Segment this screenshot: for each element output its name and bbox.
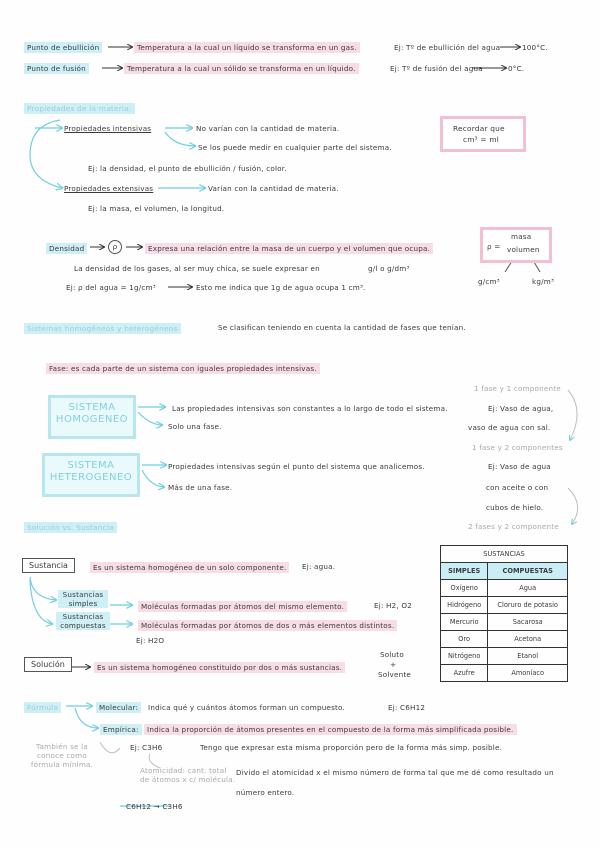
plus-sign: + <box>390 660 397 669</box>
heading-formula: Fórmula <box>24 702 61 713</box>
table-row <box>441 614 568 631</box>
solvente-label: Solvente <box>378 670 412 679</box>
densidad-gases: La densidad de los gases, al ser muy chica, se suele expresar en <box>74 264 320 273</box>
table-cell: Hidrógeno <box>441 597 488 614</box>
eg-densidad-meaning: Esto me indica que 1g de agua ocupa 1 cm³. <box>196 283 366 292</box>
sustancias-table <box>440 545 568 682</box>
val-fusion: 0°C. <box>508 64 525 73</box>
table-row <box>441 597 568 614</box>
table-cell: Etanol <box>488 648 568 665</box>
sistema-homogeneo-box: SISTEMA HOMOGENEO <box>48 395 136 439</box>
eg-sustancia: Ej: agua. <box>302 562 336 571</box>
table-cell: Mercurio <box>441 614 488 631</box>
label-extensivas: Propiedades extensivas <box>64 184 154 193</box>
sistemas-intro: Se clasifican teniendo en cuenta la cantidad de fases que tenían. <box>218 323 466 332</box>
table-cell: Azufre <box>441 665 488 682</box>
sustancia-box: Sustancia <box>22 558 75 573</box>
table-cell: Oro <box>441 631 488 648</box>
eg-homogeneo-2: vaso de agua con sal. <box>468 423 551 432</box>
def-ebullicion: Temperatura a la cual un líquido se transforma en un gas. <box>134 42 360 53</box>
term-fusion: Punto de fusión <box>24 63 89 74</box>
eg-densidad: Ej: ρ del agua = 1g/cm³ <box>66 283 156 292</box>
table-cell: Sacarosa <box>488 614 568 631</box>
val-ebullicion: 100°C. <box>522 43 548 52</box>
eg-heterogeneo-2: con aceite o con <box>486 483 549 492</box>
table-row <box>441 648 568 665</box>
eg-homogeneo: Ej: Vaso de agua, <box>488 404 554 413</box>
def-densidad: Expresa una relación entre la masa de un cuerpo y el volumen que ocupa. <box>145 243 433 254</box>
eg-molecular: Ej: C6H12 <box>388 703 426 712</box>
eg-heterogeneo: Ej: Vaso de agua <box>488 462 551 471</box>
sistema-heterogeneo-box: SISTEMA HETEROGENEO <box>42 453 140 497</box>
formula-denominator: volumen <box>507 245 540 254</box>
label-molecular: Molecular: <box>96 702 141 713</box>
rho-symbol: ρ <box>108 240 122 254</box>
term-densidad: Densidad <box>46 243 87 254</box>
eg-fusion: Ej: Tº de fusión del agua <box>390 64 483 73</box>
note-atomicidad: Atomicidad: cant. total de átomos x c/ molécula. <box>140 766 236 784</box>
eg-simples: Ej: H2, O2 <box>374 601 413 610</box>
def-molecular: Indica qué y cuántos átomos forman un compuesto. <box>148 703 346 712</box>
def-homogeneo-2: Solo una fase. <box>168 422 222 431</box>
densidad-gases-units: g/l o g/dm³ <box>368 264 410 273</box>
def-heterogeneo-2: Más de una fase. <box>168 483 233 492</box>
def-homogeneo-1: Las propiedades intensivas son constantes a lo largo de todo el sistema. <box>172 404 448 413</box>
eg-extensivas: Ej: la masa, el volumen, la longitud. <box>88 204 225 213</box>
eg-empirica: Ej: C3H6 <box>130 743 163 752</box>
recordar-line-1: Recordar que <box>453 124 505 133</box>
def-fase: Fase: es cada parte de un sistema con iguales propiedades intensivas. <box>46 363 320 374</box>
recordar-box <box>440 116 526 152</box>
table-header-compuestas: COMPUESTAS <box>488 563 568 580</box>
formula-numerator: masa <box>511 232 532 241</box>
table-cell: Cloruro de potasio <box>488 597 568 614</box>
label-simples: Sustancias simples <box>58 590 108 608</box>
table-cell: Acetona <box>488 631 568 648</box>
def-simples: Moléculas formadas por átomos del mismo elemento. <box>138 601 347 612</box>
formula-lhs: ρ = <box>487 242 501 251</box>
homo-side-1: 1 fase y 1 componente <box>474 384 561 393</box>
table-title: SUSTANCIAS <box>441 546 568 563</box>
def-sustancia: Es un sistema homogéneo de un solo componente. <box>90 562 289 573</box>
homo-side-2: 1 fase y 2 componentes <box>472 443 563 452</box>
label-intensivas: Propiedades intensivas <box>64 124 152 133</box>
def-intensivas-2: Se los puede medir en cualquier parte del sistema. <box>198 143 392 152</box>
eg-empirica-def: Tengo que expresar esta misma proporción pero de la forma más simp. posible. <box>200 743 503 752</box>
unit-g-cm3: g/cm³ <box>478 277 500 286</box>
conversion: C6H12 → C3H6 <box>126 802 183 811</box>
eg-heterogeneo-3: cubos de hielo. <box>486 503 544 512</box>
term-ebullicion: Punto de ebullición <box>24 42 102 53</box>
note-minima: También se la conoce como fórmula mínima. <box>30 742 94 769</box>
label-compuestas: Sustancias compuestas <box>56 612 110 630</box>
formula-box <box>480 227 552 263</box>
note-divide: Divido el atomicidad x el mismo número de forma tal que me dé como resultado un número entero. <box>236 768 554 797</box>
table-row <box>441 580 568 597</box>
heading-sistemas: Sistemas homogéneos y heterogéneos <box>24 323 181 334</box>
table-row <box>441 631 568 648</box>
def-heterogeneo-1: Propiedades intensivas según el punto del sistema que analicemos. <box>168 462 425 471</box>
recordar-line-2: cm³ = ml <box>463 135 499 144</box>
eg-intensivas: Ej: la densidad, el punto de ebullición / fusión, color. <box>88 164 287 173</box>
def-fusion: Temperatura a la cual un sólido se transforma en un líquido. <box>124 63 359 74</box>
table-cell: Amoníaco <box>488 665 568 682</box>
eg-compuestas: Ej: H2O <box>136 636 165 645</box>
def-empirica: Indica la proporción de átomos presentes en el compuesto de la forma más simplificada posible. <box>144 724 517 735</box>
def-compuestas: Moléculas formadas por átomos de dos o más elementos distintos. <box>138 620 397 631</box>
def-intensivas-1: No varían con la cantidad de materia. <box>196 124 340 133</box>
soluto-label: Soluto <box>380 650 404 659</box>
label-empirica: Empírica: <box>100 724 142 735</box>
heading-propiedades: Propiedades de la materia. <box>24 103 135 114</box>
table-cell: Agua <box>488 580 568 597</box>
def-solucion: Es un sistema homogéneo constituido por dos o más sustancias. <box>94 662 345 673</box>
table-cell: Nitrógeno <box>441 648 488 665</box>
table-header-simples: SIMPLES <box>441 563 488 580</box>
def-extensivas: Varían con la cantidad de materia. <box>208 184 339 193</box>
hetero-side: 2 fases y 2 componente <box>468 522 559 531</box>
unit-kg-m3: kg/m³ <box>532 277 555 286</box>
table-cell: Oxígeno <box>441 580 488 597</box>
table-row <box>441 665 568 682</box>
heading-sol-sus: Solución vs. Sustancia <box>24 522 117 533</box>
eg-ebullicion: Ej: Tº de ebullición del agua <box>394 43 501 52</box>
solucion-box: Solución <box>24 657 72 672</box>
